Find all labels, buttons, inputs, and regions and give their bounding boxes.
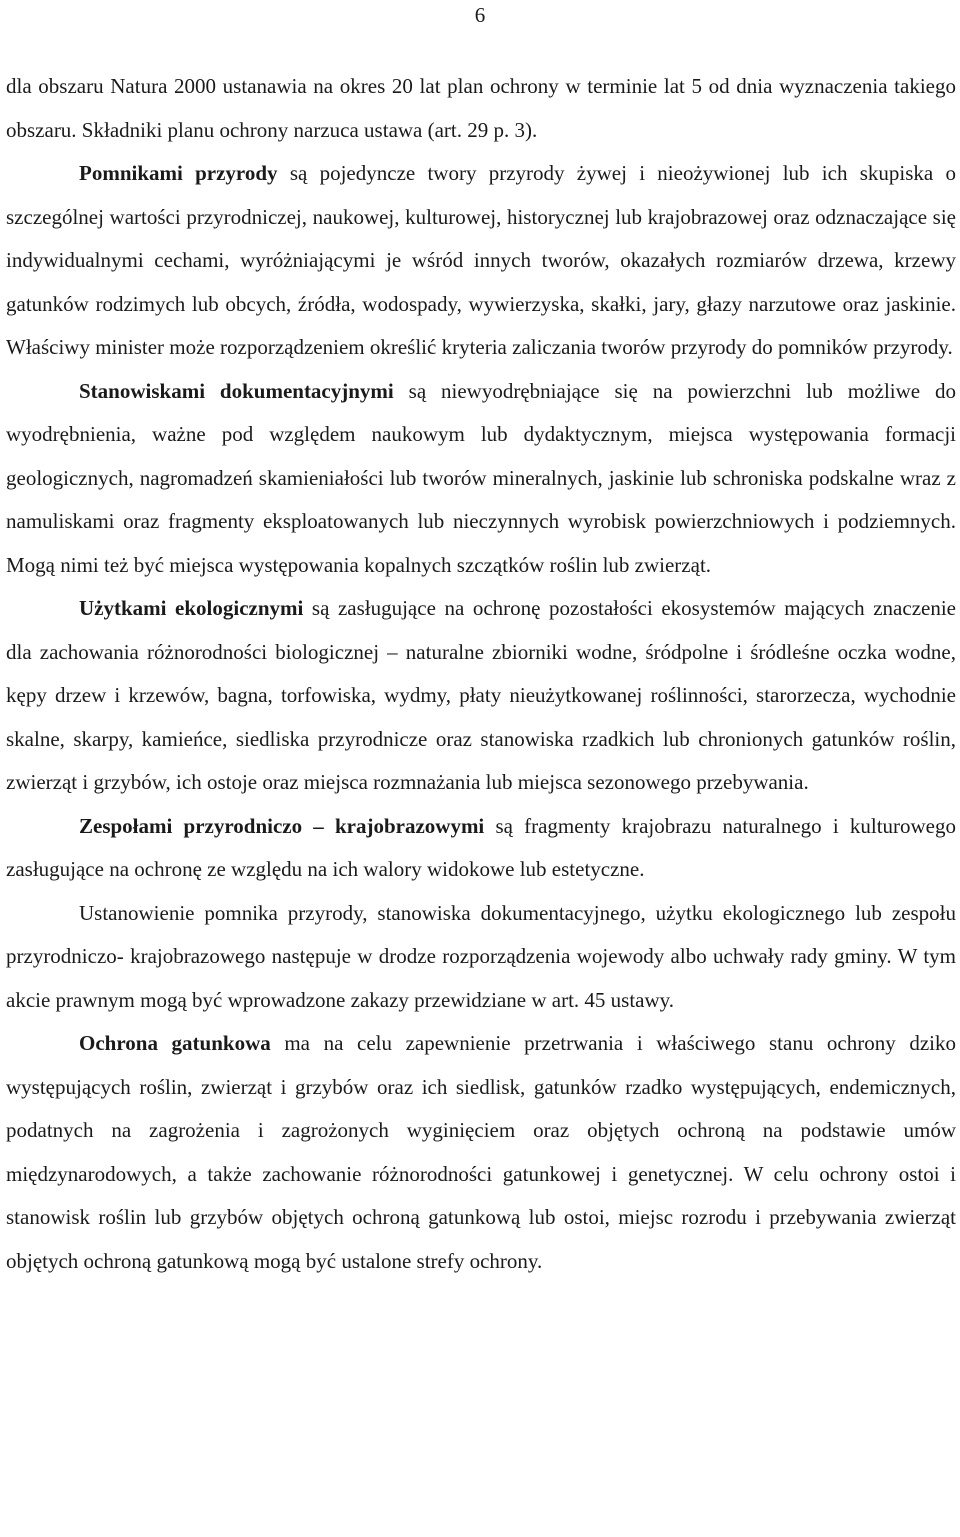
paragraph [6, 65, 956, 152]
term-heading: Stanowiskami dokumentacyjnymi [79, 378, 394, 403]
document-body [6, 65, 956, 1283]
paragraph-text: są fragmenty krajobrazu naturalnego i kulturowego zasługujące na ochronę ze względu na ich walory widokowe lub estetyczne. [6, 813, 957, 881]
page-number: 6 [474, 3, 486, 27]
paragraph-text: są pojedyncze twory przyrody żywej i nieożywionej lub ich skupiska o szczególnej wartości przyrodniczej, naukowej, kulturowej, historycznej lub krajobrazowej oraz odznaczające się indywidualnymi cechami, wyróżniającymi je wśród innych tworów, okazałych rozmiarów drzewa, krzewy gatunków rodzimych lub obcych, źródła, wodospady, wywierzyska, skałki, jary, głazy narzutowe oraz jaskinie. Właściwy minister może rozporządzeniem określić kryteria zaliczania tworów przyrody do pomników przyrody. [6, 161, 956, 359]
paragraph-ochrona-gatunkowa [6, 1022, 956, 1283]
term-heading: Pomnikami przyrody [79, 161, 278, 185]
paragraph-text: są niewyodrębniające się na powierzchni lub możliwe do wyodrębnienia, ważne pod względem naukowym lub dydaktycznym, miejsca występowania formacji geologicznych, nagromadzeń skamieniałości lub tworów mineralnych, jaskinie lub schroniska podskalne wraz z namuliskami oraz fragmenty eksploatowanych lub nieczynnych wyrobisk powierzchniowych i podziemnych. Mogą nimi też być miejsca występowania kopalnych szczątków roślin lub zwierząt. [6, 378, 956, 577]
term-heading: Użytkami ekologicznymi [79, 596, 304, 620]
paragraph-ustanowienie [6, 892, 956, 1023]
term-heading: Ochrona gatunkowa [79, 1031, 271, 1055]
paragraph-text: dla obszaru Natura 2000 ustanawia na okres 20 lat plan ochrony w terminie lat 5 od dnia wyznaczenia takiego obszaru. Składniki planu ochrony narzuca ustawa (art. 29 p. 3). [6, 74, 956, 142]
paragraph-text: Ustanowienie pomnika przyrody, stanowiska dokumentacyjnego, użytku ekologicznego lub zespołu przyrodniczo- krajobrazowego następuje w drodze rozporządzenia wojewody albo uchwały rady gminy. W tym akcie prawnym mogą być wprowadzone zakazy przewidziane w art. 45 ustawy. [6, 900, 956, 1012]
paragraph-text: są zasługujące na ochronę pozostałości ekosystemów mających znaczenie dla zachowania różnorodności biologicznej – naturalne zbiorniki wodne, śródpolne i śródleśne oczka wodne, kępy drzew i krzewów, bagna, torfowiska, wydmy, płaty nieużytkowanej roślinności, starorzecza, wychodnie skalne, skarpy, kamieńce, siedliska przyrodnicze oraz stanowiska rzadkich lub chronionych gatunków roślin, zwierząt i grzybów, ich ostoje oraz miejsca rozmnażania lub miejsca sezonowego przebywania. [6, 596, 956, 794]
paragraph-stanowiska [6, 370, 956, 588]
paragraph-pomniki [6, 152, 956, 370]
term-heading: Zespołami przyrodniczo – krajobrazowymi [79, 813, 485, 838]
paragraph-text: ma na celu zapewnienie przetrwania i właściwego stanu ochrony dziko występujących roślin, zwierząt i grzybów oraz ich siedlisk, gatunków rzadko występujących, endemicznych, podatnych na zagrożenia i zagrożonych wyginięciem oraz objętych ochroną na podstawie umów międzynarodowych, a także zachowanie różnorodności gatunkowej i genetycznej. W celu ochrony ostoi i stanowisk roślin lub grzybów objętych ochroną gatunkową lub ostoi, miejsc rozrodu i przebywania zwierząt objętych ochroną gatunkową mogą być ustalone strefy ochrony. [6, 1031, 956, 1273]
paragraph-uzytki [6, 587, 956, 805]
paragraph-zespoly [6, 805, 956, 892]
